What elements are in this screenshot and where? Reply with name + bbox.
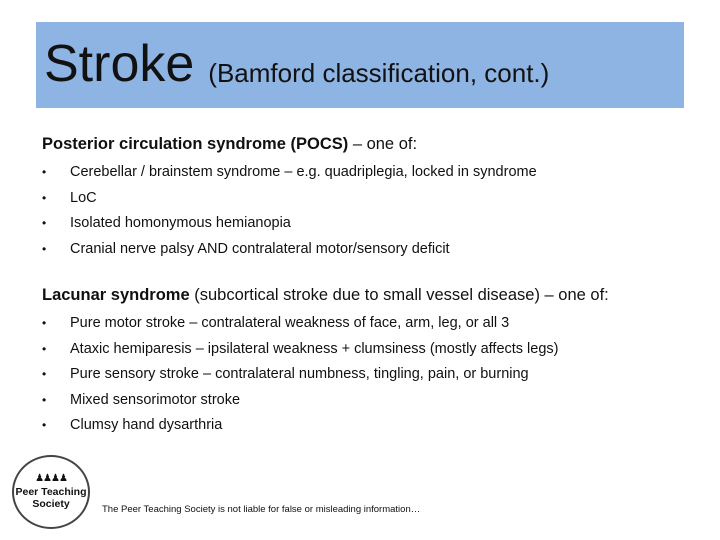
slide-subtitle: (Bamford classification, cont.) <box>208 58 550 88</box>
list-item: • Clumsy hand dysarthria <box>42 413 700 439</box>
logo-text-line1: Peer Teaching <box>15 486 87 498</box>
lacunar-section <box>42 285 700 439</box>
lacunar-heading-rest: (subcortical stroke due to small vessel disease) – one of: <box>189 286 609 304</box>
list-item: • Pure motor stroke – contralateral weakness of face, arm, leg, or all 3 <box>42 311 700 337</box>
people-icon: ♟♟♟♟ <box>35 473 67 484</box>
lacunar-heading-strong: Lacunar syndrome <box>42 286 190 304</box>
list-item: • Mixed sensorimotor stroke <box>42 388 700 414</box>
pocs-heading <box>42 134 700 154</box>
title-banner <box>36 22 684 108</box>
pocs-heading-strong: Posterior circulation syndrome (POCS) <box>42 135 349 153</box>
slide-title: Stroke <box>44 35 195 93</box>
lacunar-list <box>42 311 700 439</box>
logo-text-line2: Society <box>32 498 70 510</box>
peer-teaching-society-logo <box>12 455 90 529</box>
list-item: • Cranial nerve palsy AND contralateral motor/sensory deficit <box>42 237 700 263</box>
list-item: • Isolated homonymous hemianopia <box>42 211 700 237</box>
list-item: • Ataxic hemiparesis – ipsilateral weakness + clumsiness (mostly affects legs) <box>42 337 700 363</box>
pocs-heading-rest: – one of: <box>348 135 418 153</box>
lacunar-heading <box>42 285 700 305</box>
disclaimer-text: The Peer Teaching Society is not liable for false or misleading information… <box>102 504 421 515</box>
list-item: • Pure sensory stroke – contralateral numbness, tingling, pain, or burning <box>42 362 700 388</box>
list-item: • Cerebellar / brainstem syndrome – e.g. quadriplegia, locked in syndrome <box>42 160 700 186</box>
pocs-list <box>42 160 700 262</box>
pocs-section <box>42 134 700 262</box>
list-item: • LoC <box>42 186 700 212</box>
